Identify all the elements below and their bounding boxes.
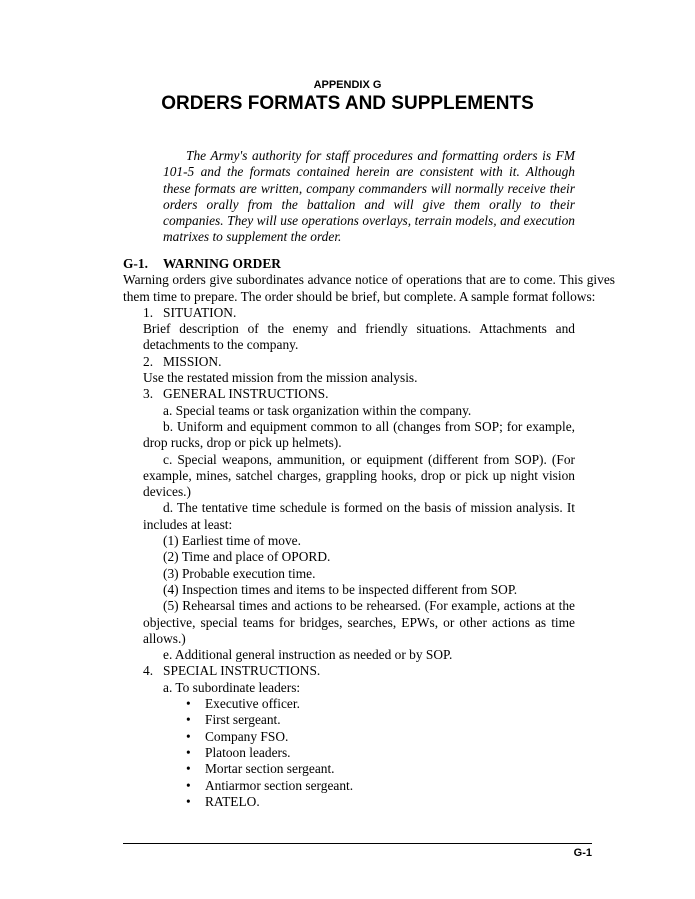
item-situation: [123, 305, 615, 321]
bullet-item: [123, 729, 615, 745]
bullet-item: [123, 761, 615, 777]
bullet-text: Antiarmor section sergeant.: [205, 777, 354, 793]
bullet-icon: •: [186, 761, 191, 777]
schedule-item: (4) Inspection times and items to be inspected different from SOP.: [163, 581, 518, 597]
general-b: b. Uniform and equipment common to all (changes from SOP; for example, drop rucks, drop or pick up helmets).: [143, 418, 575, 451]
item-label: SITUATION.: [163, 304, 237, 320]
page-title: ORDERS FORMATS AND SUPPLEMENTS: [161, 93, 534, 114]
section-body: [123, 256, 615, 810]
bullet-text: Executive officer.: [205, 696, 300, 712]
bullet-text: Mortar section sergeant.: [205, 761, 335, 777]
special-a: a. To subordinate leaders:: [163, 679, 301, 695]
general-a: a. Special teams or task organization within the company.: [163, 402, 472, 418]
section-heading: [123, 256, 615, 272]
bullet-text: RATELO.: [205, 793, 260, 809]
situation-text: Brief description of the enemy and friendly situations. Attachments and detachments to the company.: [143, 321, 575, 353]
section-number: G-1.: [123, 256, 148, 271]
bullet-item: [123, 712, 615, 728]
schedule-item: (3) Probable execution time.: [163, 565, 316, 581]
item-label: SPECIAL INSTRUCTIONS.: [163, 663, 321, 679]
footer-rule: [123, 843, 592, 844]
appendix-label: APPENDIX G: [313, 79, 382, 91]
section-lead: Warning orders give subordinates advance notice of operations that are to come. This gives them time to prepare. The order should be brief, but complete. A sample format follows:: [123, 272, 615, 304]
item-number: 3.: [143, 386, 154, 402]
item-number: 2.: [143, 353, 154, 369]
bullet-icon: •: [186, 744, 191, 760]
item-special-instructions: [123, 663, 615, 679]
intro-paragraph: The Army's authority for staff procedures and formatting orders is FM 101-5 and the formats contained herein are consistent with it. Although these formats are written, company commanders will normally receive their orders orally from the battalion and will give them orally to their companies. They will use operations overlays, terrain models, and execution matrixes to supplement the order.: [163, 148, 575, 245]
bullet-item: [123, 696, 615, 712]
bullet-item: [123, 745, 615, 761]
schedule-item: (2) Time and place of OPORD.: [163, 549, 331, 565]
bullet-text: First sergeant.: [205, 712, 281, 728]
bullet-icon: •: [186, 712, 191, 728]
item-general-instructions: [123, 386, 615, 402]
section-title: WARNING ORDER: [163, 256, 281, 271]
bullet-text: Platoon leaders.: [205, 744, 291, 760]
bullet-icon: •: [186, 696, 191, 712]
page-number: G-1: [573, 847, 592, 859]
mission-text: Use the restated mission from the mission analysis.: [143, 370, 418, 386]
general-d: d. The tentative time schedule is formed on the basis of mission analysis. It includes at least:: [143, 500, 575, 532]
general-c: c. Special weapons, ammunition, or equipment (different from SOP). (For example, mines, satchel charges, grappling hooks, drop or pick up night vision devices.): [143, 451, 575, 500]
bullet-text: Company FSO.: [205, 728, 289, 744]
item-number: 4.: [143, 663, 154, 679]
bullet-icon: •: [186, 793, 191, 809]
schedule-item: (1) Earliest time of move.: [163, 533, 301, 549]
bullet-item: [123, 778, 615, 794]
general-e: e. Additional general instruction as needed or by SOP.: [163, 647, 453, 663]
item-number: 1.: [143, 304, 154, 320]
item-mission: [123, 354, 615, 370]
bullet-icon: •: [186, 728, 191, 744]
bullet-item: [123, 794, 615, 810]
item-label: GENERAL INSTRUCTIONS.: [163, 386, 329, 402]
item-label: MISSION.: [163, 353, 222, 369]
schedule-item-5: (5) Rehearsal times and actions to be rehearsed. (For example, actions at the objective, special teams for bridges, searches, EPWs, or other actions as time allows.): [143, 598, 575, 646]
bullet-icon: •: [186, 777, 191, 793]
